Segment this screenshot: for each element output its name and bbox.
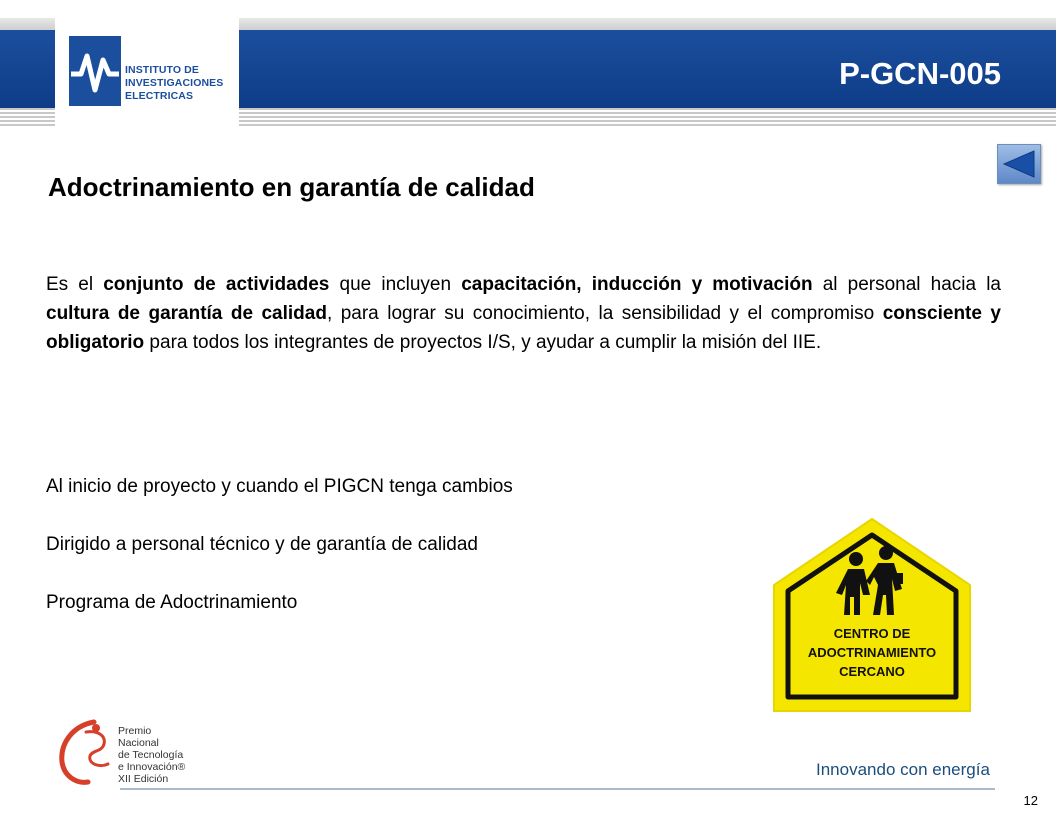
paragraph-bold-segment: cultura de garantía de calidad — [46, 303, 327, 324]
back-button[interactable] — [997, 144, 1041, 184]
sign-line: CENTRO DE — [833, 626, 911, 641]
slogan: Innovando con energía — [816, 760, 990, 779]
premio-line: XII Edición — [118, 773, 169, 785]
paragraph-bold-segment: capacitación, inducción y motivación — [461, 274, 813, 295]
school-zone-sign — [770, 515, 975, 715]
page-number: 12 — [1023, 793, 1038, 808]
iie-logo-mark-icon — [69, 36, 121, 106]
slide-title: Adoctrinamiento en garantía de calidad — [48, 172, 535, 202]
sign-line: ADOCTRINAMIENTO — [807, 645, 937, 660]
paragraph-segment: Es el — [46, 274, 104, 295]
sign-line: CERCANO — [839, 664, 905, 679]
list-item: Al inicio de proyecto y cuando el PIGCN tenga cambios — [46, 476, 513, 497]
premio-line: Nacional — [118, 737, 159, 749]
logo-line: INSTITUTO DE — [125, 64, 199, 76]
premio-line: de Tecnología — [118, 749, 184, 761]
paragraph-segment: al personal hacia la — [812, 274, 1001, 295]
footer-divider — [120, 788, 995, 790]
premio-line: e Innovación® — [118, 761, 186, 773]
iie-logo-text — [125, 64, 223, 103]
paragraph-bold-segment: conjunto de actividades — [103, 274, 330, 295]
logo-line: ELECTRICAS — [125, 90, 194, 102]
procedure-code: P-GCN-005 — [839, 56, 1001, 91]
paragraph-bold-segment: consciente y obligatorio — [46, 303, 1001, 353]
paragraph-segment: que incluyen — [329, 274, 462, 295]
paragraph-segment: para todos los integrantes de proyectos I/S, y ayudar a cumplir la misión del IIE. — [144, 332, 822, 353]
left-triangle-icon — [1002, 149, 1036, 179]
iie-logo — [55, 18, 239, 126]
definition-paragraph — [46, 270, 1001, 357]
paragraph-segment: , para lograr su conocimiento, la sensibilidad y el compromiso — [326, 303, 883, 324]
list-item: Dirigido a personal técnico y de garantía de calidad — [46, 534, 478, 555]
premio-text — [118, 725, 185, 785]
list-item: Programa de Adoctrinamiento — [46, 592, 298, 613]
premio-line: Premio — [118, 725, 152, 737]
logo-line: INVESTIGACIONES — [125, 77, 224, 89]
